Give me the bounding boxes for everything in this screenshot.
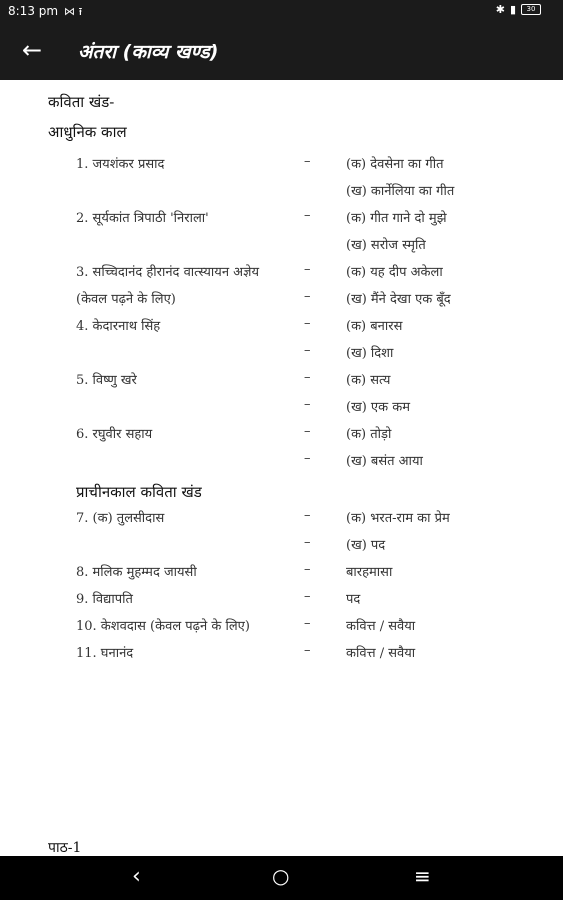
separator-dash: – [304, 589, 311, 604]
notification-icons: ⋈ ⭱ [64, 5, 83, 18]
poem-title: (ख) कार्नेलिया का गीत [346, 184, 455, 199]
separator-dash: – [304, 343, 311, 358]
list-item [0, 370, 563, 397]
separator-dash: – [304, 616, 311, 631]
poet-label: 8. मलिक मुहम्मद जायसी [76, 565, 197, 580]
separator-dash: – [304, 154, 311, 169]
nav-back-icon[interactable]: ‹ [132, 864, 141, 889]
list-item [0, 589, 563, 616]
poem-title: बारहमासा [346, 565, 393, 580]
poem-title: (क) भरत-राम का प्रेम [346, 511, 450, 526]
list-item [0, 316, 563, 343]
poem-title: (क) सत्य [346, 373, 391, 388]
poem-title: (ख) पद [346, 538, 386, 553]
list-item [0, 616, 563, 643]
poet-label: (केवल पढ़ने के लिए) [76, 292, 176, 307]
list-item [0, 397, 563, 424]
list-item [0, 208, 563, 235]
list-item [0, 289, 563, 316]
poem-title: कवित्त / सवैया [346, 619, 416, 634]
document-content [0, 80, 563, 856]
list-item [0, 343, 563, 370]
poem-title: (क) गीत गाने दो मुझे [346, 211, 447, 226]
poet-label: 7. (क) तुलसीदास [76, 511, 165, 526]
section-title: कविता खंड- [48, 93, 115, 111]
poet-label: 10. केशवदास (केवल पढ़ने के लिए) [76, 619, 250, 634]
poem-title: (क) देवसेना का गीत [346, 157, 444, 172]
separator-dash: – [304, 562, 311, 577]
list-item [0, 181, 563, 208]
poem-title: (ख) मैंने देखा एक बूँद [346, 292, 451, 307]
separator-dash: – [304, 370, 311, 385]
separator-dash: – [304, 397, 311, 412]
list-item [0, 154, 563, 181]
separator-dash: – [304, 262, 311, 277]
list-item [0, 643, 563, 670]
poem-title: (क) यह दीप अकेला [346, 265, 443, 280]
no-sim-icon: ▮ [509, 3, 516, 16]
separator-dash: – [304, 643, 311, 658]
poem-title: पद [346, 592, 361, 607]
bluetooth-icon: ✱ [495, 3, 505, 16]
separator-dash: – [304, 208, 311, 223]
separator-dash: – [304, 289, 311, 304]
poem-title: (ख) एक कम [346, 400, 410, 415]
separator-dash: – [304, 535, 311, 550]
poet-label: 2. सूर्यकांत त्रिपाठी 'निराला' [76, 211, 209, 226]
app-bar [0, 24, 563, 80]
poet-label: 4. केदारनाथ सिंह [76, 319, 161, 334]
separator-dash: – [304, 508, 311, 523]
page-title: अंतरा (काव्य खण्ड) [78, 41, 219, 63]
modern-period-heading: आधुनिक काल [48, 123, 127, 141]
poet-label: 1. जयशंकर प्रसाद [76, 157, 165, 172]
battery-icon: 30 [521, 4, 541, 15]
page-footer: पाठ-1 [48, 840, 82, 856]
poem-title: (क) बनारस [346, 319, 403, 334]
back-arrow-icon[interactable]: ← [22, 36, 43, 64]
status-bar [0, 0, 563, 24]
nav-home-icon[interactable]: ○ [272, 864, 290, 888]
poem-title: (क) तोड़ो [346, 427, 392, 442]
status-time: 8:13 pm [8, 4, 59, 18]
list-item [0, 451, 563, 478]
poem-title: कवित्त / सवैया [346, 646, 416, 661]
ancient-period-heading: प्राचीनकाल कविता खंड [76, 483, 202, 501]
poet-label: 11. घनानंद [76, 646, 134, 661]
poem-title: (ख) बसंत आया [346, 454, 423, 469]
separator-dash: – [304, 424, 311, 439]
poet-label: 9. विद्यापति [76, 592, 133, 607]
separator-dash: – [304, 451, 311, 466]
separator-dash: – [304, 316, 311, 331]
navigation-bar [0, 856, 563, 900]
poem-title: (ख) सरोज स्मृति [346, 238, 426, 253]
poet-label: 3. सच्चिदानंद हीरानंद वात्स्यायन अज्ञेय [76, 265, 259, 280]
list-item [0, 562, 563, 589]
list-item [0, 424, 563, 451]
nav-menu-icon[interactable]: ≡ [414, 864, 431, 888]
poem-title: (ख) दिशा [346, 346, 394, 361]
poet-label: 6. रघुवीर सहाय [76, 427, 153, 442]
status-icons [496, 3, 541, 16]
list-item [0, 235, 563, 262]
poet-label: 5. विष्णु खरे [76, 373, 137, 388]
list-item [0, 262, 563, 289]
list-item [0, 535, 563, 562]
list-item [0, 508, 563, 535]
